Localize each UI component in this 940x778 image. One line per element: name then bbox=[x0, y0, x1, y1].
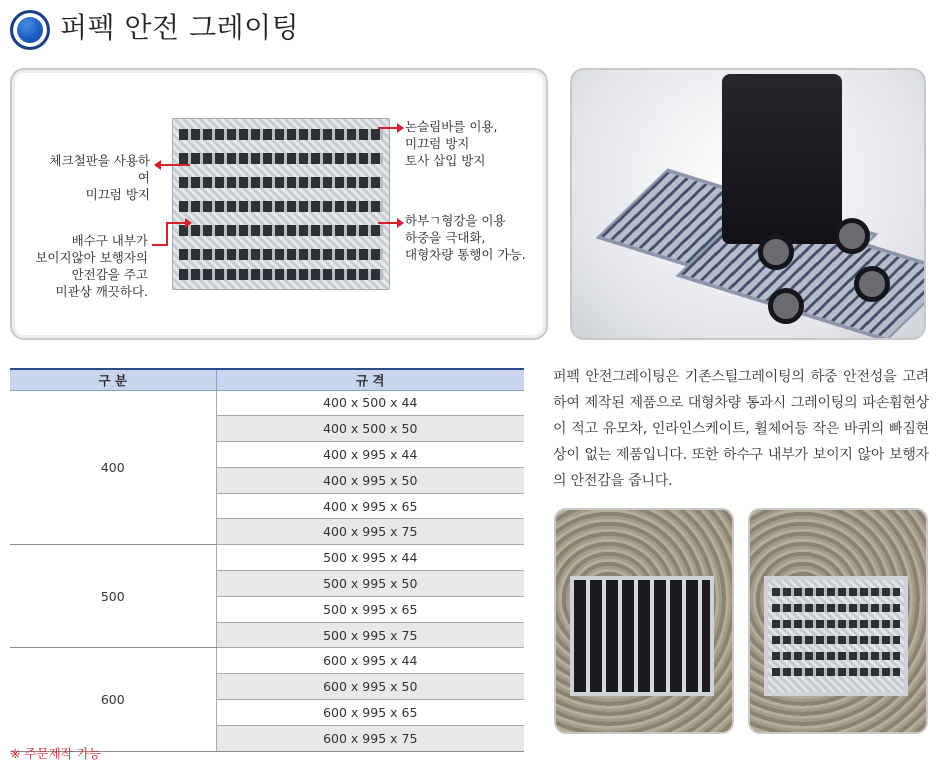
grating-slot-row bbox=[179, 177, 383, 188]
spec-cell: 400 x 995 x 50 bbox=[216, 467, 524, 493]
arrow-connector bbox=[166, 222, 168, 246]
spec-cell: 400 x 995 x 65 bbox=[216, 493, 524, 519]
circle-bullet-icon bbox=[10, 10, 50, 50]
stroller-wheel bbox=[834, 218, 870, 254]
spec-cell: 400 x 995 x 75 bbox=[216, 519, 524, 545]
grating-slot-row bbox=[179, 249, 383, 260]
custom-order-note: ※ 주문제작 가능 bbox=[10, 746, 101, 761]
table-row bbox=[10, 545, 524, 571]
header-spec: 규 격 bbox=[216, 369, 524, 390]
grating-slot-row bbox=[179, 225, 383, 236]
stroller-on-grating-photo bbox=[570, 68, 926, 340]
grating-slot-row bbox=[179, 153, 383, 164]
spec-cell: 500 x 995 x 75 bbox=[216, 622, 524, 648]
note-nonslip-bar: 논슬림바를 이용, 미끄럼 방지 토사 삽입 방지 bbox=[405, 119, 498, 168]
spec-cell: 500 x 995 x 65 bbox=[216, 596, 524, 622]
stroller-wheel bbox=[854, 266, 890, 302]
before-open-drain-photo bbox=[554, 508, 734, 734]
drain-frame bbox=[570, 576, 714, 696]
grating-slot-row bbox=[179, 129, 383, 140]
grating-slot-row bbox=[772, 588, 900, 596]
table-row bbox=[10, 648, 524, 674]
stroller-wheel bbox=[768, 288, 804, 324]
arrow-right-icon bbox=[166, 222, 186, 224]
spec-cell: 400 x 500 x 44 bbox=[216, 390, 524, 416]
note-angle-steel: 하부ㄱ형강을 이용 하중을 극대화, 대형차량 통행이 가능. bbox=[405, 213, 526, 262]
spec-cell: 600 x 995 x 50 bbox=[216, 674, 524, 700]
safety-grating bbox=[768, 580, 904, 692]
spec-cell: 600 x 995 x 44 bbox=[216, 648, 524, 674]
grating-slot-row bbox=[772, 620, 900, 628]
grating-slot-row bbox=[772, 652, 900, 660]
spec-cell: 600 x 995 x 65 bbox=[216, 700, 524, 726]
arrow-left-icon bbox=[160, 164, 190, 166]
spec-cell: 500 x 995 x 44 bbox=[216, 545, 524, 571]
product-description: 퍼펙 안전그레이팅은 기존스틸그레이팅의 하중 안전성을 고려하여 제작된 제품으로 대형차량 통과시 그레이팅의 파손휨현상이 적고 유모차, 인라인스케이트, 휠체어등 작은 바퀴의 빠짐현상이 없는 제품입니다. 또한 하수구 내부가 보이지 않아 보행자의 안전감을 줍니다. bbox=[553, 369, 929, 489]
after-safety-grating-photo bbox=[748, 508, 928, 734]
spec-cell: 400 x 500 x 50 bbox=[216, 416, 524, 442]
spec-cell: 400 x 995 x 44 bbox=[216, 442, 524, 468]
group-cell: 500 bbox=[10, 545, 216, 648]
spec-cell: 500 x 995 x 50 bbox=[216, 571, 524, 597]
table-header-row bbox=[10, 369, 524, 390]
stroller bbox=[722, 74, 842, 244]
header-category: 구 분 bbox=[10, 369, 216, 390]
grating-slot-row bbox=[772, 668, 900, 676]
drain-frame bbox=[764, 576, 908, 696]
page-title: 퍼펙 안전 그레이팅 bbox=[60, 11, 300, 44]
group-cell: 600 bbox=[10, 648, 216, 751]
grating-illustration bbox=[172, 118, 390, 290]
grating-slot-row bbox=[772, 604, 900, 612]
arrow-right-icon bbox=[378, 127, 398, 129]
open-bar-grating bbox=[574, 580, 710, 692]
note-hidden-drain: 배수구 내부가 보이지않아 보행자의 안전감을 주고 미관상 깨끗하다. bbox=[35, 233, 148, 299]
arrow-right-icon bbox=[378, 222, 398, 224]
grating-slot-row bbox=[772, 636, 900, 644]
stroller-wheel bbox=[758, 234, 794, 270]
spec-table bbox=[10, 368, 524, 752]
spec-cell: 600 x 995 x 75 bbox=[216, 725, 524, 751]
table-row bbox=[10, 390, 524, 416]
grating-slot-row bbox=[179, 201, 383, 212]
note-check-plate: 체크철판을 사용하여 미끄럼 방지 bbox=[49, 153, 150, 202]
group-cell: 400 bbox=[10, 390, 216, 545]
grating-slot-row bbox=[179, 269, 383, 280]
